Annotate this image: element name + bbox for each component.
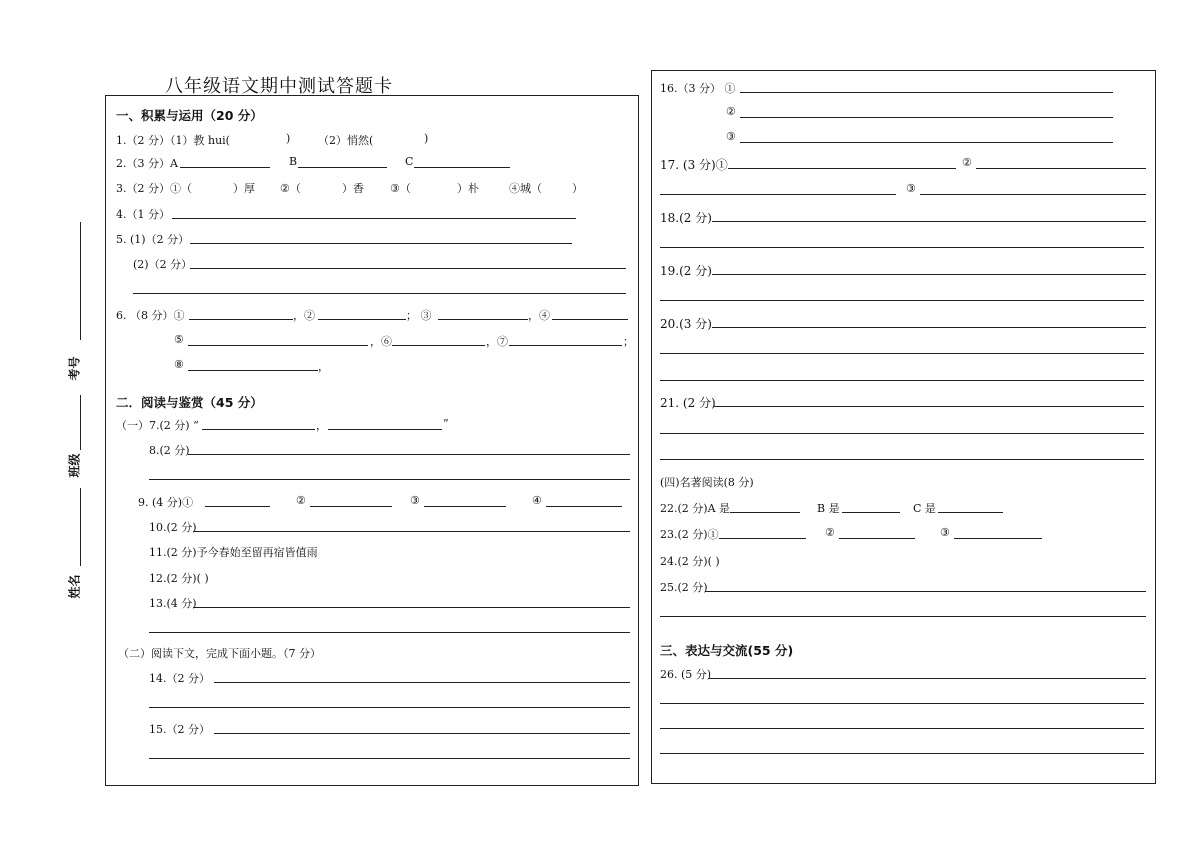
q6-sep-3: ，④ [528, 309, 550, 322]
q17-marker-3: ③ [906, 182, 916, 195]
q5-1-answer-line[interactable] [190, 243, 572, 244]
side-divider [80, 488, 81, 566]
q6-answer-5[interactable] [188, 345, 368, 346]
q6-marker-8: ⑧ [174, 358, 184, 371]
q22-answer-c[interactable] [938, 512, 1003, 513]
q14-label: 14.（2 分） [149, 672, 210, 685]
q6-sep-6: ，⑦ [486, 335, 508, 348]
q23-answer-1[interactable] [719, 538, 806, 539]
q8-answer-line-2[interactable] [149, 479, 630, 480]
q26-label: 26. (5 分) [660, 668, 712, 681]
q22-label: 22.(2 分)A 是 [660, 502, 731, 515]
q16-answer-1[interactable] [740, 92, 1113, 93]
q7-answer-2[interactable] [328, 429, 442, 430]
q6-answer-4[interactable] [552, 319, 628, 320]
q12-label: 12.(2 分)( ) [149, 572, 209, 585]
q17-answer-2b[interactable] [660, 194, 896, 195]
q5-2-answer-line-2[interactable] [133, 293, 626, 294]
q16-marker-3: ③ [726, 130, 736, 143]
q1-close: ) [286, 132, 291, 145]
q3-e: ）朴 [457, 182, 479, 195]
q6-sep-7: ； [623, 335, 634, 348]
q6-marker-5: ⑤ [174, 333, 184, 346]
q1-label: 1.（2 分）（1）教 hui( [116, 134, 230, 147]
q7-end: ” [443, 417, 449, 430]
q9-marker-4: ④ [532, 494, 542, 507]
q20-answer-line[interactable] [712, 327, 1146, 328]
q17-label: 17. (3 分)① [660, 158, 728, 172]
q6-sep-1: ，② [293, 309, 315, 322]
q22-answer-b[interactable] [842, 512, 900, 513]
q6-label: 6. （8 分）① [116, 309, 185, 322]
part-2-heading: （二）阅读下文，完成下面小题。（7 分） [118, 647, 321, 660]
q23-marker-3: ③ [940, 526, 950, 539]
section-2-heading: 二．阅读与鉴赏（45 分） [116, 395, 263, 410]
q3-label: 3.（2 分）①（ [116, 182, 192, 195]
q21-label: 21. (2 分) [660, 396, 716, 410]
q26-answer-line[interactable] [708, 678, 1146, 679]
q18-answer-line-2[interactable] [660, 247, 1144, 248]
q26-answer-line-2[interactable] [660, 703, 1144, 704]
q17-marker-2: ② [962, 156, 972, 169]
q6-answer-3[interactable] [438, 319, 528, 320]
side-divider [80, 222, 81, 340]
q18-answer-line[interactable] [712, 221, 1146, 222]
q6-answer-1[interactable] [189, 319, 293, 320]
q19-answer-line-2[interactable] [660, 300, 1144, 301]
q10-answer-line[interactable] [193, 531, 630, 532]
q10-label: 10.(2 分) [149, 521, 197, 534]
q1-close-2: ) [424, 132, 429, 145]
q7-answer-1[interactable] [202, 429, 315, 430]
q6-sep-8: ， [318, 360, 329, 373]
name-label: 姓名 [67, 574, 82, 599]
q17-answer-2[interactable] [976, 168, 1146, 169]
q26-answer-line-4[interactable] [660, 753, 1144, 754]
q13-answer-line[interactable] [193, 607, 630, 608]
q9-answer-3[interactable] [424, 506, 506, 507]
q6-answer-6[interactable] [392, 345, 485, 346]
q3-c: ）香 [342, 182, 364, 195]
q15-label: 15.（2 分） [149, 723, 210, 736]
q3-b: ②（ [280, 182, 301, 195]
q9-answer-2[interactable] [310, 506, 392, 507]
q3-g: ） [572, 182, 583, 195]
q21-answer-line[interactable] [714, 406, 1144, 407]
q8-answer-line[interactable] [188, 454, 630, 455]
q4-answer-line[interactable] [172, 218, 576, 219]
side-divider [80, 395, 81, 450]
q6-answer-2[interactable] [318, 319, 406, 320]
q9-answer-4[interactable] [546, 506, 622, 507]
section-1-heading: 一、积累与运用（20 分） [116, 108, 263, 123]
q23-label: 23.(2 分)① [660, 528, 719, 541]
q18-label: 18.(2 分) [660, 211, 712, 225]
q16-answer-2[interactable] [740, 117, 1113, 118]
q2-answer-a-line[interactable] [180, 167, 270, 168]
q5-2-answer-line[interactable] [190, 268, 626, 269]
part-4-heading: (四)名著阅读(8 分) [660, 476, 754, 489]
q4-label: 4.（1 分） [116, 208, 170, 221]
q3-d: ③（ [390, 182, 411, 195]
q2-answer-b-line[interactable] [298, 167, 387, 168]
q2-c-label: C [405, 155, 414, 168]
q8-label: 8.(2 分) [149, 444, 190, 457]
q25-label: 25.(2 分) [660, 581, 708, 594]
q2-answer-c-line[interactable] [414, 167, 510, 168]
q15-answer-line[interactable] [214, 733, 630, 734]
q9-marker-2: ② [296, 494, 306, 507]
page-title: 八年级语文期中测试答题卡 [165, 76, 393, 97]
q23-marker-2: ② [825, 526, 835, 539]
q22-c-label: C 是 [913, 502, 936, 515]
q25-answer-line[interactable] [705, 591, 1146, 592]
q21-answer-line-2[interactable] [660, 433, 1144, 434]
q16-marker-2: ② [726, 105, 736, 118]
q13-label: 13.(4 分) [149, 597, 197, 610]
q17-answer-1[interactable] [728, 168, 956, 169]
q23-answer-3[interactable] [954, 538, 1042, 539]
q19-label: 19.(2 分) [660, 264, 712, 278]
q20-answer-line-2[interactable] [660, 353, 1144, 354]
q11-label: 11.(2 分)予今春始至留再宿皆值雨 [149, 546, 318, 559]
q3-a: ）厚 [233, 182, 255, 195]
q13-answer-line-2[interactable] [149, 632, 630, 633]
q22-b-label: B 是 [817, 502, 840, 515]
q2-b-label: B [289, 155, 298, 168]
q14-answer-line-2[interactable] [149, 707, 630, 708]
q9-label: 9. (4 分)① [138, 496, 194, 509]
q20-answer-line-3[interactable] [660, 380, 1144, 381]
q26-answer-line-3[interactable] [660, 728, 1144, 729]
q2-label: 2.（3 分）A [116, 157, 178, 170]
q15-answer-line-2[interactable] [149, 758, 630, 759]
right-answer-panel [651, 70, 1156, 784]
q7-sep: ， [316, 419, 327, 432]
q6-answer-7[interactable] [509, 345, 622, 346]
section-3-heading: 三、表达与交流(55 分) [660, 643, 794, 658]
q16-answer-3[interactable] [740, 142, 1113, 143]
q7-label: （一）7.(2 分) “ [116, 419, 199, 432]
q22-answer-a[interactable] [730, 512, 800, 513]
q9-marker-3: ③ [410, 494, 420, 507]
q5-2-label: (2)（2 分） [133, 258, 193, 271]
q6-sep-5: ，⑥ [370, 335, 392, 348]
q21-answer-line-3[interactable] [660, 459, 1144, 460]
q25-answer-line-2[interactable] [660, 616, 1146, 617]
q17-answer-3[interactable] [920, 194, 1146, 195]
q19-answer-line[interactable] [712, 274, 1146, 275]
q5-label: 5. (1)（2 分） [116, 233, 190, 246]
q24-label: 24.(2 分)( ) [660, 555, 720, 568]
q9-answer-1[interactable] [205, 506, 270, 507]
q1-label-2: （2）悄然( [318, 134, 374, 147]
q6-answer-8[interactable] [188, 370, 318, 371]
q3-f: ④城（ [509, 182, 542, 195]
class-label: 班级 [67, 453, 82, 478]
q16-label: 16.（3 分） ① [660, 82, 736, 95]
q6-sep-2: ； ③ [406, 309, 432, 322]
q14-answer-line[interactable] [214, 682, 630, 683]
q20-label: 20.(3 分) [660, 317, 712, 331]
exam-number-label: 考号 [67, 356, 82, 381]
q23-answer-2[interactable] [839, 538, 915, 539]
